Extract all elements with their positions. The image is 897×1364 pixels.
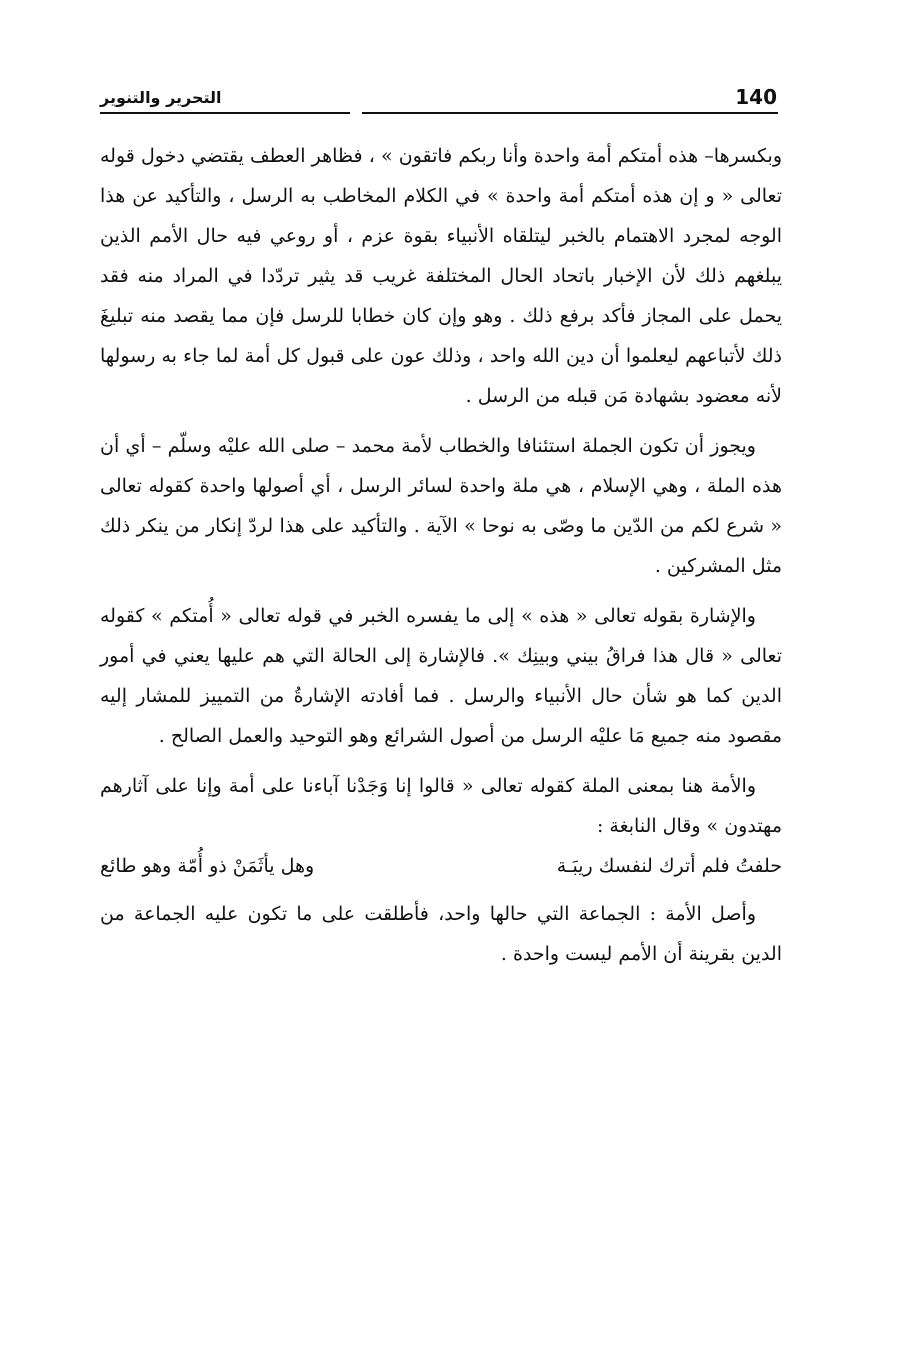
body-text xyxy=(100,136,782,974)
paragraph-4: والأمة هنا بمعنى الملة كقوله تعالى « قالوا إنا وَجَدْنا آباءنا على أمة وإنا على آثارهم مهتدون » وقال النابغة : xyxy=(100,775,782,837)
verse-first-hemistich: حلفتُ فلم أترك لنفسك ريبَـة xyxy=(556,855,782,877)
verse-second-hemistich: وهل يأثَمَنْ ذو أُمّة وهو طائع xyxy=(100,855,315,877)
closing-paragraph: وأصل الأمة : الجماعة التي حالها واحد، فأطلقت على ما تكون عليه الجماعة من الدين بقرينة أن الأمم ليست واحدة . xyxy=(100,903,782,965)
paragraph-2: ويجوز أن تكون الجملة استئنافا والخطاب لأمة محمد – صلى الله عليْه وسلّم – أي أن هذه الملة ، وهي الإسلام ، هي ملة واحدة لسائر الرسل ، أي أصولها واحدة كقوله تعالى « شرع لكم من الدّين ما وصّى به نوحا » الآية . والتأكيد على هذا لردّ إنكار من ينكر ذلك مثل المشركين . xyxy=(100,435,782,577)
poetry-verse xyxy=(100,846,782,886)
running-title: التحرير والتنوير xyxy=(100,88,222,107)
page-header xyxy=(100,86,777,112)
paragraph-1: وبكسرها– هذه أمتكم أمة واحدة وأنا ربكم فاتقون » ، فظاهر العطف يقتضي دخول قوله تعالى « و إن هذه أمتكم أمة واحدة » في الكلام المخاطب به الرسل ، والتأكيد عن هذا الوجه لمجرد الاهتمام بالخبر ليتلقاه الأنبياء بقوة عزم ، أو روعي فيه حال الأمم الذين يبلغهم ذلك لأن الإخبار باتحاد الحال المختلفة غريب قد يثير تردّدا في المراد منه فقد يحمل على المجاز فأكد برفع ذلك . وهو وإن كان خطابا للرسل فإن مما يقصد منه تبليغَ ذلك لأتباعهم ليعلموا أن دين الله واحد ، وذلك عون على قبول كل أمة لما جاء به رسولها لأنه معضود بشهادة مَن قبله من الرسل . xyxy=(100,145,782,407)
paragraph-3: والإشارة بقوله تعالى « هذه » إلى ما يفسره الخبر في قوله تعالى « أُمتكم » كقوله تعالى « قال هذا فراقُ بيني وبينِك ». فالإشارة إلى الحالة التي هم عليها يعني في أمور الدين كما هو شأن حال الأنبياء والرسل . فما أفادته الإشارةُ من التمييز للمشار إليه مقصود منه جميع مَا عليْه الرسل من أصول الشرائع وهو التوحيد والعمل الصالح . xyxy=(100,605,783,747)
header-rule-left xyxy=(100,112,350,114)
page-number: 140 xyxy=(735,85,777,109)
header-rule-right xyxy=(362,112,778,114)
